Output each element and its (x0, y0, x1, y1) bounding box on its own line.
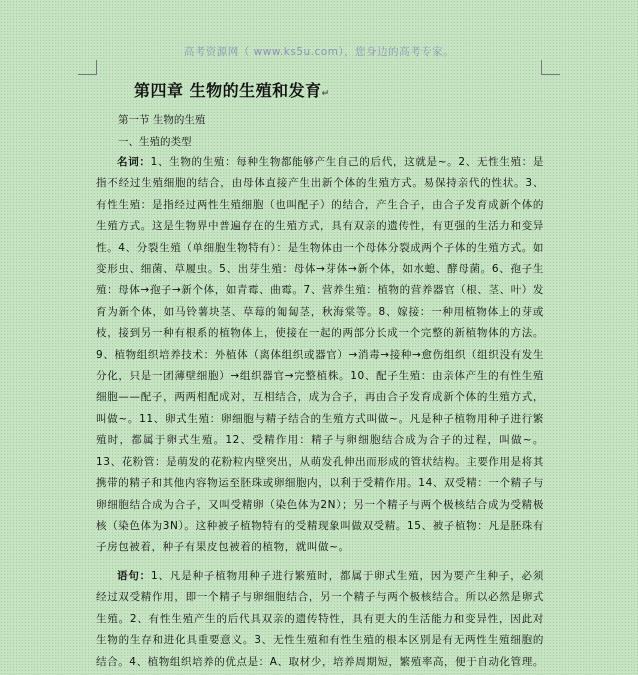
section-heading: 第一节 生物的生殖 (118, 114, 206, 126)
page-header: 高考资源网（ www.ks5u.com），您身边的高考专家。 (183, 46, 455, 58)
paragraph-lead: 语句： (117, 570, 152, 582)
paragraph-lead: 名词： (117, 156, 151, 168)
chapter-title (134, 78, 330, 101)
chapter-title-text: 第四章 生物的生殖和发育 (134, 81, 322, 100)
crop-mark-right (541, 60, 560, 75)
paragraph-text: 1、生物的生殖：每种生物都能够产生自己的后代，这就是~。2、无性生殖：是指不经过生殖细胞的结合，由母体直接产生出新个体的生殖方式。易保持亲代的性状。3、有性生殖：是指经过两性生殖细胞（也叫配子）的结合，产生合子，由合子发育成新个体的生殖方式。这是生物界中普遍存在的生殖方式，具有双亲的遗传性，有更强的生活力和变异性。4、分裂生殖（单细胞生物特有）：是生物体由一个母体分裂成两个子体的生殖方式。如变形虫、细菌、草履虫。5、出芽生殖：母体→芽体→新个体，如水螅、酵母菌。6、孢子生殖：母体→孢子→新个体，如青霉、曲霉。7、营养生殖：植物的营养器官（根、茎、叶）发育为新个体，如马铃薯块茎、草莓的匍匐茎，秋海棠等。8、嫁接：一种用植物体上的芽或枝，接到另一种有根系的植物体上，使接在一起的两部分长成一个完整的新植物体的方法。9、植物组织培养技术：外植体（离体组织或器官）→消毒→接种→愈伤组织（组织没有发生分化，只是一团薄壁细胞）→组织器官→完整植株。10、配子生殖：由亲体产生的有性生殖细胞——配子，两两相配成对，互相结合，成为合子，再由合子发育成新个体的生殖方式，叫做~。11、卵式生殖：卵细胞与精子结合的生殖方式叫做~。凡是种子植物用种子进行繁殖时，都属于卵式生殖。12、受精作用：精子与卵细胞结合成为合子的过程，叫做~。13、花粉管：是萌发的花粉粒内壁突出，从萌发孔伸出而形成的管状结构。主要作用是将其携带的精子和其他内容物运至胚珠或卵细胞内，以利于受精作用。14、双受精：一个精子与卵细胞结合成为合子，又叫受精卵（染色体为2N）；另一个精子与两个极核结合成为受精极核（染色体为3N）。这种被子植物特有的受精现象叫做双受精。15、被子植物：凡是胚珠有子房包被着，种子有果皮包被着的植物，就叫做~。 (96, 156, 544, 554)
crop-mark-left (78, 60, 97, 75)
paragraph-text: 1、凡是种子植物用种子进行繁殖时，都属于卵式生殖，因为要产生种子，必须经过双受精作用，即一个精子与卵细胞结合，另一个精子与两个极核结合。所以必然是卵式生殖。2、有性生殖产生的后代具双亲的遗传特性，具有更大的生活能力和变异性，因此对生物的生存和进化具重要意义。3、无性生殖和有性生殖的根本区别是有无两性生殖细胞的结合。4、植物组织培养的优点是：A、取材少，培养周期短，繁殖率高，便于自动化管理。 (96, 570, 544, 668)
paragraph-statements (96, 566, 544, 673)
paragraph-terms (96, 152, 544, 559)
paragraph-mark-icon: ↵ (321, 89, 330, 99)
subsection-heading: 一、生殖的类型 (118, 136, 192, 148)
